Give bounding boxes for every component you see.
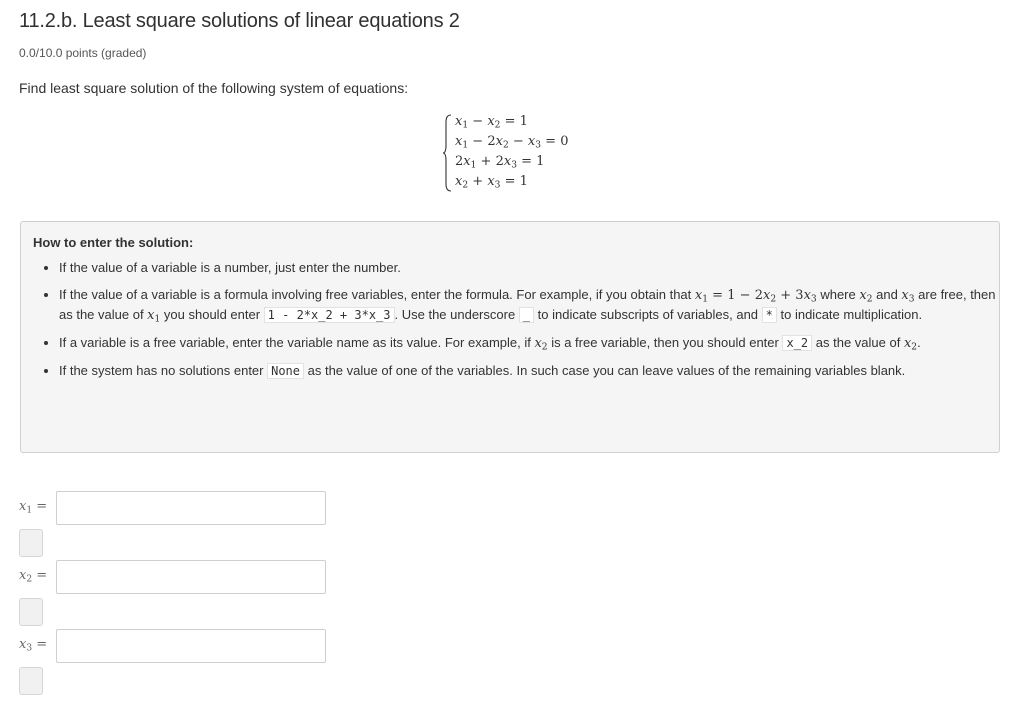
- help-list: [33, 258, 1009, 389]
- answer-label-x3: $x_3$ =: [19, 637, 48, 654]
- equation-row: $2x_1 + 2x_3 = 1$: [455, 154, 545, 171]
- answer-row-x2: [19, 560, 349, 594]
- status-indicator-x3: [19, 667, 43, 695]
- problem-prompt: Find least square solution of the following system of equations:: [19, 80, 409, 96]
- answer-input-x3[interactable]: [56, 629, 326, 663]
- help-title: How to enter the solution:: [33, 235, 194, 250]
- problem-title: 11.2.b. Least square solutions of linear equations 2: [19, 10, 460, 32]
- answer-input-x2[interactable]: [56, 560, 326, 594]
- code-underscore: _: [519, 307, 534, 323]
- code-x2: x_2: [782, 335, 812, 351]
- help-box: [20, 221, 1000, 453]
- help-item-number: • If the value of a variable is a number, just enter the number.: [59, 258, 1009, 277]
- answer-row-x3: [19, 629, 349, 663]
- code-asterisk: *: [762, 307, 777, 323]
- answer-label-x2: $x_2$ =: [19, 568, 48, 585]
- problem-points: 0.0/10.0 points (graded): [19, 46, 147, 60]
- left-brace-icon: [443, 114, 453, 192]
- equation-row: $x_1 - x_2 = 1$: [455, 114, 528, 131]
- help-item-formula: • If the value of a variable is a formula involving free variables, enter the formula. For example, if you obtain that $x_1 = 1 - 2x_2 + 3x_3$ where $x_2$ and $x_3$ are free, then as the value of $x_1$ you should enter 1 - 2*x_2 + 3*x_3 . Use the underscore _ to indicate subscripts of variables, and * to indicate multiplication.: [59, 285, 1009, 325]
- example-equation: $x_1 = 1 - 2x_2 + 3x_3$: [694, 288, 817, 305]
- equation-row: $x_2 + x_3 = 1$: [455, 174, 528, 191]
- status-indicator-x1: [19, 529, 43, 557]
- help-item-no-solution: • If the system has no solutions enter None as the value of one of the variables. In such case you can leave values of the remaining variables blank.: [59, 361, 1009, 381]
- equation-system: [443, 112, 643, 194]
- help-item-free-variable: • If a variable is a free variable, enter the variable name as its value. For example, if $x_2$ is a free variable, then you should enter x_2 as the value of $x_2$.: [59, 333, 1009, 353]
- code-example-formula: 1 - 2*x_2 + 3*x_3: [264, 307, 395, 323]
- equation-row: $x_1 - 2x_2 - x_3 = 0$: [455, 134, 569, 151]
- answer-row-x1: [19, 491, 349, 525]
- answer-label-x1: $x_1$ =: [19, 499, 48, 516]
- status-indicator-x2: [19, 598, 43, 626]
- code-none: None: [267, 363, 304, 379]
- answer-input-x1[interactable]: [56, 491, 326, 525]
- equation-list: [455, 112, 568, 192]
